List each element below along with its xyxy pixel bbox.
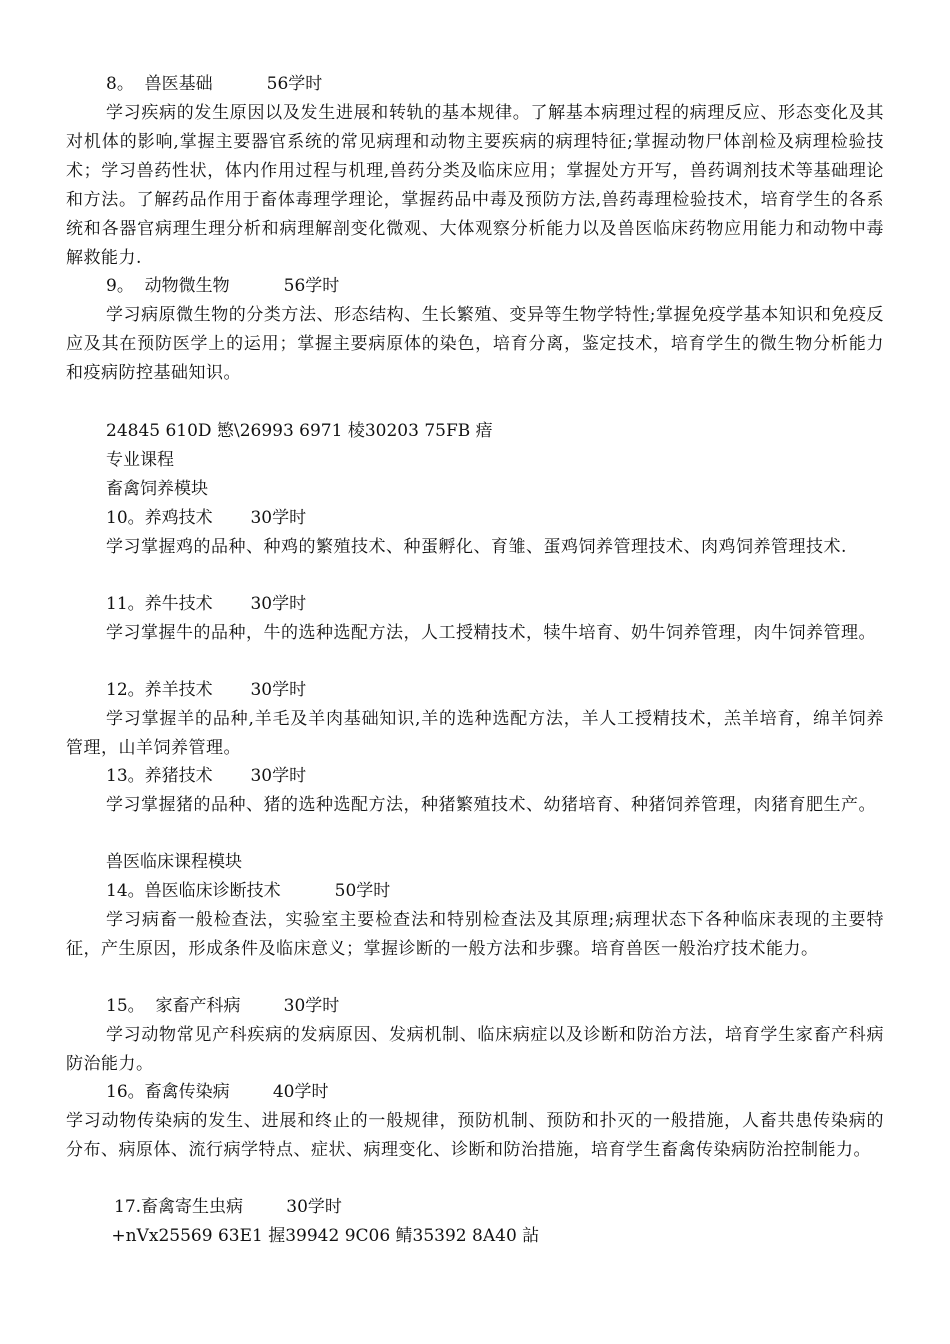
course-heading-16: 16。畜禽传染病 40学时 — [106, 1082, 329, 1102]
course-description-13: 学习掌握猪的品种、猪的选种选配方法，种猪繁殖技术、幼猪培育、种猪饲养管理，肉猪育肥生产。 — [106, 795, 876, 815]
course-description-8: 学习疾病的发生原因以及发生进展和转轨的基本规律。了解基本病理过程的病理反应、形态变化及其对机体的影响,掌握主要器官系统的常见病理和动物主要疾病的病理特征;掌握动物尸体剖检及病理检验技术；学习兽药性状，体内作用过程与机理,兽药分类及临床应用；掌握处方开写，兽药调剂技术等基础理论和方法。了解药品作用于畜体毒理学理论，掌握药品中毒及预防方法,兽药毒理检验技术，培育学生的各系统和各器官病理生理分析和病理解剖变化微观、大体观察分析能力以及兽医临床药物应用能力和动物中毒解救能力. — [66, 103, 884, 268]
course-heading-14: 14。兽医临床诊断技术 50学时 — [106, 881, 391, 901]
course-heading-12: 12。养羊技术 30学时 — [106, 680, 307, 700]
course-heading-9: 9。 动物微生物 56学时 — [106, 276, 340, 296]
course-heading-17: 17.畜禽寄生虫病 30学时 — [114, 1197, 342, 1217]
course-description-16: 学习动物传染病的发生、进展和终止的一般规律，预防机制、预防和扑灭的一般措施，人畜共患传染病的分布、病原体、流行病学特点、症状、病理变化、诊断和防治措施，培育学生畜禽传染病防治控制能力。 — [66, 1111, 884, 1160]
section-heading-professional: 专业课程 — [106, 450, 174, 470]
module-heading-livestock: 畜禽饲养模块 — [106, 479, 208, 499]
course-description-10: 学习掌握鸡的品种、种鸡的繁殖技术、种蛋孵化、育雏、蛋鸡饲养管理技术、肉鸡饲养管理技术. — [106, 537, 847, 557]
course-description-11: 学习掌握牛的品种，牛的选种选配方法，人工授精技术，犊牛培育、奶牛饲养管理，肉牛饲养管理。 — [106, 623, 876, 643]
course-heading-8: 8。 兽医基础 56学时 — [106, 74, 323, 94]
garbled-text-line-2: +nVx25569 63E1 握39942 9C06 鲭35392 8A40 詀 — [106, 1226, 540, 1246]
course-description-9: 学习病原微生物的分类方法、形态结构、生长繁殖、变异等生物学特性;掌握免疫学基本知识和免疫反应及其在预防医学上的运用；掌握主要病原体的染色，培育分离，鉴定技术，培育学生的微生物分析能力和疫病防控基础知识。 — [66, 305, 884, 383]
course-heading-11: 11。养牛技术 30学时 — [106, 594, 307, 614]
course-heading-10: 10。养鸡技术 30学时 — [106, 508, 307, 528]
course-description-15: 学习动物常见产科疾病的发病原因、发病机制、临床病症以及诊断和防治方法，培育学生家畜产科病防治能力。 — [66, 1025, 884, 1074]
garbled-text-line: 24845 610D 慜\26993 6971 棱30203 75FB 瘖 — [106, 421, 493, 441]
course-description-12: 学习掌握羊的品种,羊毛及羊肉基础知识,羊的选种选配方法，羊人工授精技术，羔羊培育，绵羊饲养管理，山羊饲养管理。 — [66, 709, 884, 758]
course-description-14: 学习病畜一般检查法，实验室主要检查法和特别检查法及其原理;病理状态下各种临床表现的主要特征，产生原因，形成条件及临床意义；掌握诊断的一般方法和步骤。培育兽医一般治疗技术能力。 — [66, 910, 884, 959]
module-heading-vet: 兽医临床课程模块 — [106, 852, 242, 872]
course-heading-15: 15。 家畜产科病 30学时 — [106, 996, 340, 1016]
course-heading-13: 13。养猪技术 30学时 — [106, 766, 307, 786]
